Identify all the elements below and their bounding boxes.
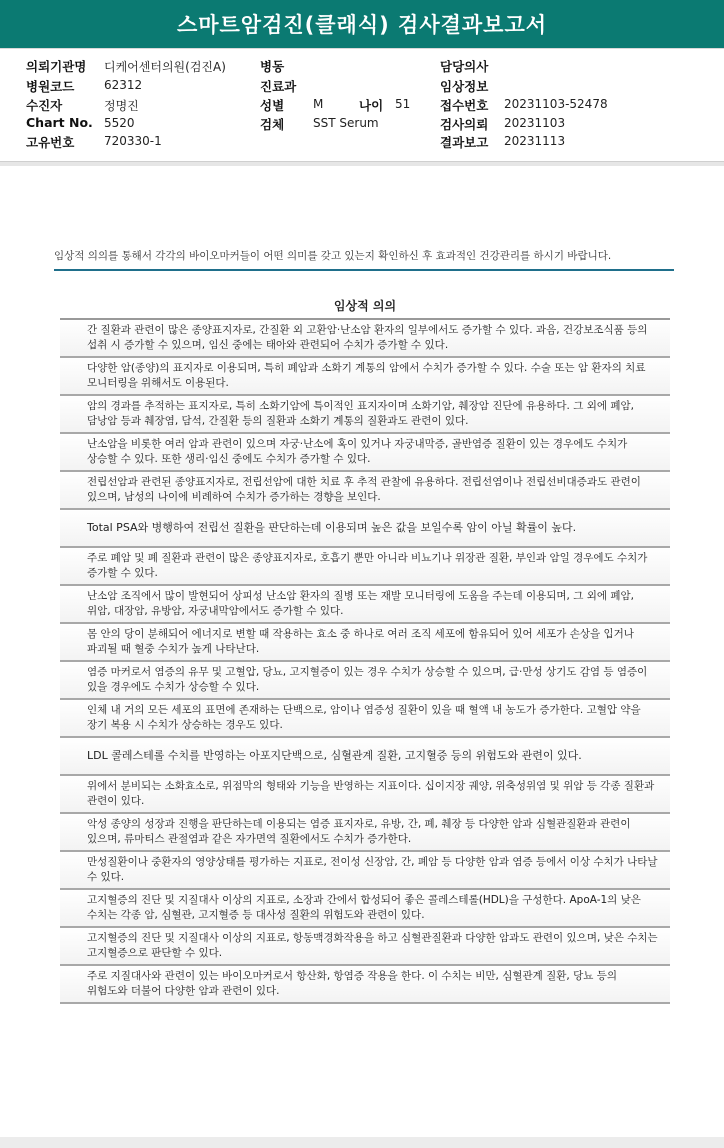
list-item	[60, 890, 670, 928]
list-item	[60, 358, 670, 396]
list-item-text: Total PSA와 병행하여 전립선 질환을 판단하는데 이용되며 높은 값을 보일수록 암이 아닐 확률이 높다.	[87, 521, 577, 535]
intro-text: 임상적 의의를 통해서 각각의 바이오마커들이 어떤 의미를 갖고 있는지 확인하신 후 효과적인 건강관리를 하시기 바랍니다.	[54, 250, 612, 262]
list-item	[60, 814, 670, 852]
list-item-text: 인체 내 거의 모든 세포의 표면에 존재하는 단백으로, 암이나 염증성 질환이 있을 때 혈액 내 농도가 증가한다. 고혈압 약을 장기 복용 시 수치가 상승하는 경우도 있다.	[87, 703, 641, 731]
page-footer-bar	[0, 1137, 724, 1148]
label-unique-id: 고유번호	[26, 135, 75, 150]
list-item	[60, 472, 670, 510]
list-item-text: 주로 지질대사와 관련이 있는 바이오마커로서 항산화, 항염증 작용을 한다. 이 수치는 비만, 심혈관계 질환, 당뇨 등의 위험도와 더불어 다양한 암과 관련이 있다.	[87, 969, 617, 997]
value-result-report-date: 20231113	[504, 134, 566, 148]
list-item	[60, 738, 670, 776]
label-age: 나이	[359, 98, 384, 113]
label-test-request-date: 검사의뢰	[440, 117, 489, 132]
label-sex: 성별	[260, 98, 285, 113]
list-item-text: 암의 경과를 추적하는 표지자로, 특히 소화기암에 특이적인 표지자이며 소화기암, 췌장암 진단에 유용하다. 그 외에 폐암, 담낭암 등과 췌장염, 담석, 간질환 등의 질환과 소화기 계통의 질환과도 관련이 있다.	[87, 399, 634, 427]
list-item-text: LDL 콜레스테롤 수치를 반영하는 아포지단백으로, 심혈관계 질환, 고지혈증 등의 위험도와 관련이 있다.	[87, 749, 582, 763]
list-item-text: 간 질환과 관련이 많은 종양표지자로, 간질환 외 고환암·난소암 환자의 일부에서도 증가할 수 있다. 과음, 건강보조식품 등의 섭취 시 증가할 수 있으며, 임신 중에는 태아와 관련되어 수치가 증가할 수 있다.	[87, 323, 648, 351]
label-hospital-code: 병원코드	[26, 79, 75, 94]
value-unique-id: 720330-1	[104, 134, 162, 148]
info-divider	[0, 161, 724, 166]
list-item	[60, 586, 670, 624]
list-item	[60, 776, 670, 814]
list-item-text: 전립선암과 관련된 종양표지자로, 전립선암에 대한 치료 후 추적 관찰에 유용하다. 전립선염이나 전립선비대증과도 관련이 있으며, 남성의 나이에 비례하여 수치가 증가하는 경향을 보인다.	[87, 475, 641, 503]
value-test-request-date: 20231103	[504, 116, 566, 130]
label-patient-name: 수진자	[26, 98, 63, 113]
list-item	[60, 396, 670, 434]
list-item-text: 만성질환이나 중환자의 영양상태를 평가하는 지표로, 전이성 신장암, 간, 폐암 등 다양한 암과 염증 등에서 이상 수치가 나타날 수 있다.	[87, 855, 658, 883]
list-item-text: 난소암을 비롯한 여러 암과 관련이 있으며 자궁·난소에 혹이 있거나 자궁내막증, 골반염증 질환이 있는 경우에도 수치가 상승할 수 있다. 또한 생리·임신 중에도 수치가 증가할 수 있다.	[87, 437, 628, 465]
list-item-text: 다양한 암(종양)의 표지자로 이용되며, 특히 폐암과 소화기 계통의 암에서 수치가 증가할 수 있다. 수술 또는 암 환자의 치료 모니터링을 위해서도 이용된다.	[87, 361, 646, 389]
list-item	[60, 700, 670, 738]
list-item	[60, 966, 670, 1004]
list-item	[60, 510, 670, 548]
patient-info-panel	[0, 48, 724, 160]
value-age: 51	[395, 97, 411, 111]
list-item	[60, 852, 670, 890]
value-chart-no: 5520	[104, 116, 135, 130]
value-specimen: SST Serum	[313, 116, 379, 130]
list-item	[60, 624, 670, 662]
list-item	[60, 434, 670, 472]
label-clinical-info: 임상정보	[440, 79, 489, 94]
value-patient-name: 정명진	[104, 99, 139, 113]
list-item	[60, 548, 670, 586]
label-attending-physician: 담당의사	[440, 59, 489, 74]
clinical-significance-list	[60, 320, 670, 1004]
list-item-text: 난소암 조직에서 많이 발현되어 상피성 난소암 환자의 질병 또는 재발 모니터링에 도움을 주는데 이용되며, 그 외에 폐암, 위암, 대장암, 유방암, 자궁내막암에서도 증가할 수 있다.	[87, 589, 634, 617]
list-item	[60, 662, 670, 700]
report-title: 스마트암검진(클래식) 검사결과보고서	[176, 13, 548, 37]
intro-divider	[54, 269, 674, 271]
label-department: 진료과	[260, 79, 297, 94]
list-item-text: 주로 폐암 및 폐 질환과 관련이 많은 종양표지자로, 호흡기 뿐만 아니라 비뇨기나 위장관 질환, 부인과 암일 경우에도 수치가 증가할 수 있다.	[87, 551, 648, 579]
label-specimen: 검체	[260, 117, 285, 132]
list-item-text: 고지혈증의 진단 및 지질대사 이상의 지표로, 항동맥경화작용을 하고 심혈관질환과 다양한 암과도 관련이 있으며, 낮은 수치는 고지혈증으로 판단할 수 있다.	[87, 931, 658, 959]
label-requesting-institution: 의뢰기관명	[26, 59, 87, 74]
list-item-text: 염증 마커로서 염증의 유무 및 고혈압, 당뇨, 고지혈증이 있는 경우 수치가 상승할 수 있으며, 급·만성 상기도 감염 등 염증이 있을 경우에도 수치가 상승할 수 있다.	[87, 665, 648, 693]
list-item-text: 몸 안의 당이 분해되어 에너지로 변할 때 작용하는 효소 중 하나로 여러 조직 세포에 함유되어 있어 세포가 손상을 입거나 파괴될 때 혈중 수치가 높게 나타난다.	[87, 627, 634, 655]
value-receipt-number: 20231103-52478	[504, 97, 608, 111]
list-item	[60, 320, 670, 358]
report-title-bar	[0, 0, 724, 49]
list-item-text: 고지혈증의 진단 및 지질대사 이상의 지표로, 소장과 간에서 합성되어 좋은 콜레스테롤(HDL)을 구성한다. ApoA-1의 낮은 수치는 각종 암, 심혈관, 고지혈증 등 대사성 질환의 위험도와 관련이 있다.	[87, 893, 641, 921]
label-receipt-number: 접수번호	[440, 98, 489, 113]
label-chart-no: Chart No.	[26, 115, 93, 130]
list-item-text: 위에서 분비되는 소화효소로, 위점막의 형태와 기능을 반영하는 지표이다. 십이지장 궤양, 위축성위염 및 위암 등 각종 질환과 관련이 있다.	[87, 779, 655, 807]
list-item-text: 악성 종양의 성장과 진행을 판단하는데 이용되는 염증 표지자로, 유방, 간, 폐, 췌장 등 다양한 암과 심혈관질환과 관련이 있으며, 류마티스 관절염과 같은 자가면역 질환에서도 수치가 증가한다.	[87, 817, 631, 845]
clinical-significance-title: 임상적 의의	[333, 299, 397, 313]
value-requesting-institution: 디케어센터의원(검진A)	[104, 60, 226, 74]
value-sex: M	[313, 97, 324, 111]
list-item	[60, 928, 670, 966]
label-result-report-date: 결과보고	[440, 135, 489, 150]
value-hospital-code: 62312	[104, 78, 143, 92]
label-ward: 병동	[260, 59, 285, 74]
